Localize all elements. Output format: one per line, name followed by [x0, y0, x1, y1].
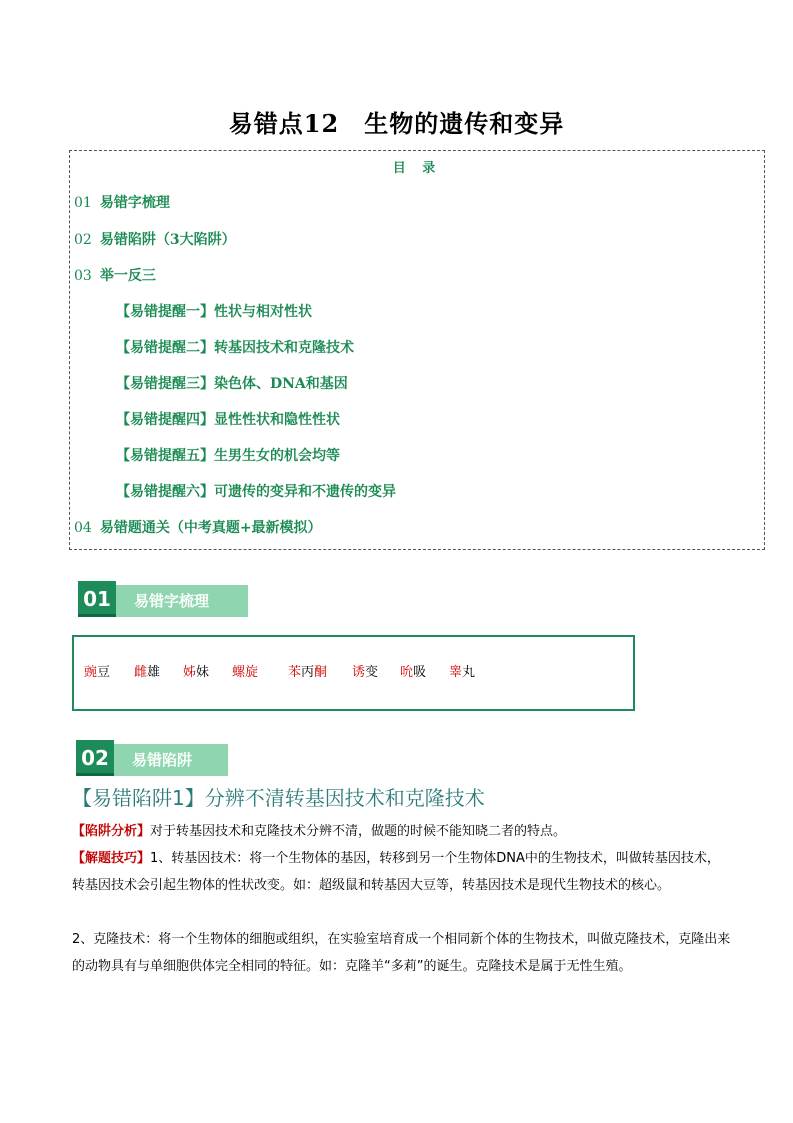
toc-item-number: 02 [74, 232, 92, 248]
toc-subitem-5[interactable]: 【易错提醒五】生男生女的机会均等 [116, 448, 340, 464]
toc-item-label: 易错题通关（中考真题+最新模拟） [99, 520, 322, 536]
word-item: 苯丙酮 [288, 665, 328, 680]
toc-subitem-2[interactable]: 【易错提醒二】转基因技术和克隆技术 [116, 340, 354, 356]
toc-heading: 目 录 [392, 161, 442, 176]
toc-subitem-3[interactable]: 【易错提醒三】染色体、DNA和基因 [116, 376, 348, 392]
toc-item-01[interactable] [74, 192, 170, 212]
word-item: 姊妹 [183, 665, 210, 680]
word-item: 螺旋 [232, 665, 259, 680]
section-label: 易错陷阱 [114, 744, 228, 776]
section-header-02 [76, 740, 228, 776]
trap-title: 【易错陷阱1】分辨不清转基因技术和克隆技术 [72, 786, 485, 810]
word-item: 豌豆 [84, 665, 111, 680]
toc-item-02[interactable] [74, 229, 236, 249]
word-item: 吮吸 [400, 665, 427, 680]
analysis-tag: 【陷阱分析】 [72, 824, 151, 839]
tips-text-1: 1、转基因技术：将一个生物体的基因，转移到另一个生物体DNA中的生物技术，叫做转基因技术，转基因技术会引起生物体的性状改变。如：超级鼠和转基因大豆等，转基因技术是现代生物技术的核心。 [72, 851, 720, 893]
section-number: 01 [78, 581, 116, 617]
toc-item-number: 03 [74, 268, 92, 284]
word-item: 雌雄 [134, 665, 161, 680]
word-item: 诱变 [352, 665, 379, 680]
toc-item-number: 01 [74, 195, 92, 211]
page-title: 易错点12 生物的遗传和变异 [228, 109, 565, 138]
toc-item-label: 易错陷阱（3大陷阱） [99, 232, 236, 248]
word-list-box [72, 635, 635, 711]
word-item: 睾丸 [449, 665, 476, 680]
table-of-contents [69, 150, 765, 550]
analysis-text: 对于转基因技术和克隆技术分辨不清，做题的时候不能知晓二者的特点。 [150, 824, 567, 839]
tips-tag: 【解题技巧】 [72, 851, 151, 866]
section-label: 易错字梳理 [116, 585, 248, 617]
toc-item-03[interactable] [74, 265, 156, 285]
toc-item-label: 易错字梳理 [99, 195, 170, 211]
section-header-01 [78, 581, 250, 617]
toc-item-04[interactable] [74, 517, 322, 537]
solution-tips [72, 845, 732, 899]
toc-item-number: 04 [74, 520, 92, 536]
toc-subitem-6[interactable]: 【易错提醒六】可遗传的变异和不遗传的变异 [116, 484, 396, 500]
toc-subitem-4[interactable]: 【易错提醒四】显性性状和隐性性状 [116, 412, 340, 428]
trap-analysis [72, 818, 732, 845]
section-number: 02 [76, 740, 114, 776]
tips-paragraph-2: 2、克隆技术：将一个生物体的细胞或组织，在实验室培育成一个相同新个体的生物技术，叫做克隆技术，克隆出来的动物具有与单细胞供体完全相同的特征。如：克隆羊“多莉”的诞生。克隆技术是属于无性生殖。 [72, 932, 731, 974]
toc-item-label: 举一反三 [99, 268, 156, 284]
toc-subitem-1[interactable]: 【易错提醒一】性状与相对性状 [116, 304, 312, 320]
